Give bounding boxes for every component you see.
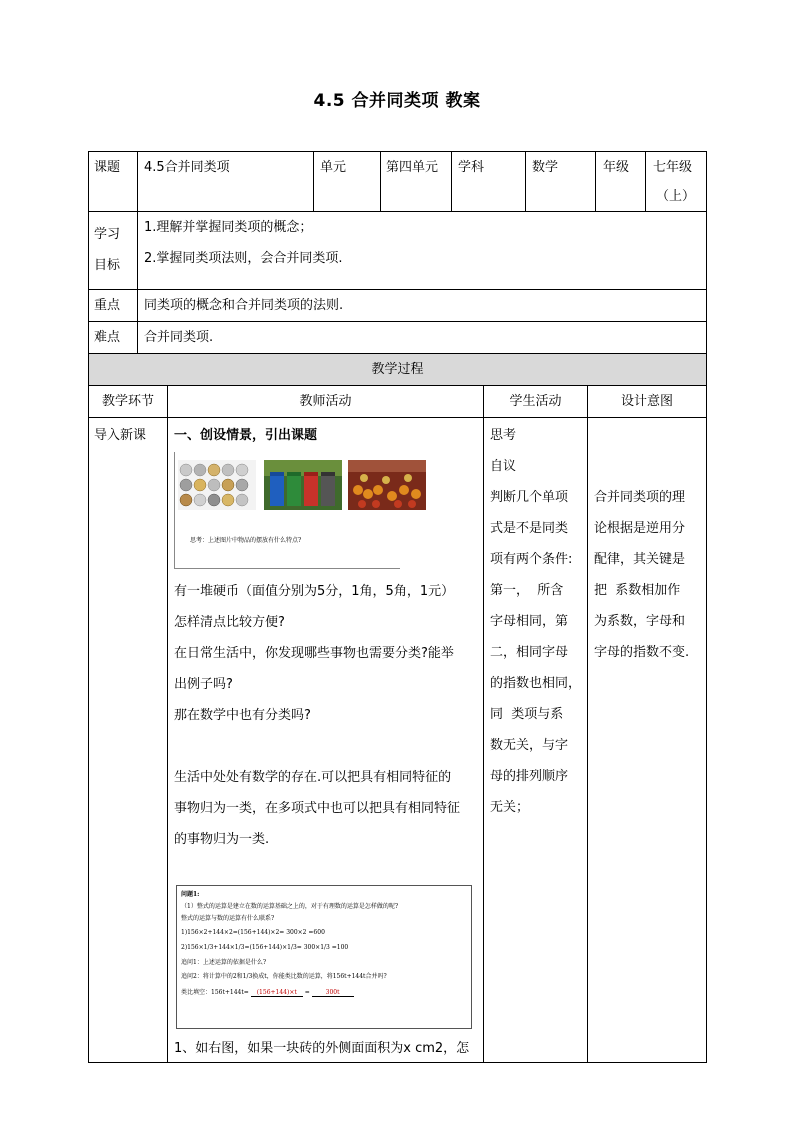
student-line: 第一， 所含 bbox=[490, 583, 564, 598]
image-caption: 思考：上述图片中物品的摆放有什么特点? bbox=[190, 537, 302, 544]
grade-label: 年级 bbox=[603, 160, 630, 175]
process-header: 教学过程 bbox=[371, 362, 424, 377]
topic-value: 4.5合并同类项 bbox=[144, 160, 230, 175]
problem-screenshot bbox=[176, 885, 472, 1029]
teacher-text-line: 生活中处处有数学的存在.可以把具有相同特征的 bbox=[174, 770, 452, 785]
column-student: 学生活动 bbox=[509, 394, 562, 409]
teacher-text-line: 有一堆硬币（面值分别为5分，1角，5角，1元） bbox=[174, 584, 455, 599]
subject-value: 数学 bbox=[532, 160, 559, 175]
student-line: 无关； bbox=[490, 800, 530, 815]
rule bbox=[525, 151, 526, 211]
fill-answer-a: (156+144)×t bbox=[251, 989, 303, 997]
design-intent bbox=[594, 482, 704, 668]
student-line: 同 类项与系 bbox=[490, 707, 564, 722]
key-point-text: 同类项的概念和合并同类项的法则. bbox=[144, 298, 344, 313]
goal-item: 1.理解并掌握同类项的概念； bbox=[144, 220, 313, 235]
difficulty-text: 合并同类项. bbox=[144, 330, 214, 345]
problem-ask2: 追问2：将计算中的2和1/3换成t，你能类比数的运算，将156t+144t合并吗? bbox=[181, 973, 387, 980]
intro-image-panel bbox=[174, 452, 474, 570]
design-line: 配律，其关键是 bbox=[594, 552, 686, 567]
design-line: 合并同类项的理 bbox=[594, 490, 686, 505]
teacher-text-line bbox=[174, 731, 480, 762]
student-line: 项有两个条件: bbox=[490, 552, 573, 567]
teacher-text-line: 怎样清点比较方便? bbox=[174, 615, 285, 630]
student-activity bbox=[490, 420, 585, 823]
student-line: 的指数也相同， bbox=[490, 676, 582, 691]
problem-fill bbox=[181, 987, 467, 999]
design-line: 为系数，字母和 bbox=[594, 614, 686, 629]
teacher-last-line: 1、如右图，如果一块砖的外侧面面积为x cm2，怎 bbox=[174, 1041, 470, 1056]
teacher-text-line: 事物归为一类，在多项式中也可以把具有相同特征 bbox=[174, 801, 461, 816]
student-line: 二，相同字母 bbox=[490, 645, 569, 660]
coins-image bbox=[178, 460, 256, 510]
problem-line1: 1)156×2+144×2=(156+144)×2= 300×2 =600 bbox=[181, 929, 325, 936]
goal-item: 2.掌握同类项法则，会合并同类项. bbox=[144, 251, 343, 266]
panel-left-border bbox=[174, 452, 175, 568]
grade-value-line1: 七年级 bbox=[653, 160, 693, 175]
rule bbox=[645, 151, 646, 211]
rule bbox=[483, 385, 484, 1063]
problem-q1: （1）整式的运算是建立在数的运算基础之上的，对于有理数的运算是怎样做的呢? bbox=[181, 903, 399, 910]
student-line: 自议 bbox=[490, 459, 517, 474]
topic-label: 课题 bbox=[94, 160, 121, 175]
student-line: 字母相同，第 bbox=[490, 614, 569, 629]
unit-label: 单元 bbox=[320, 160, 347, 175]
document-title: 4.5 合并同类项 教案 bbox=[313, 91, 481, 111]
grade-value-line2: （上） bbox=[656, 189, 696, 204]
rule bbox=[595, 151, 596, 211]
rule bbox=[137, 151, 138, 353]
teacher-text-line: 在日常生活中，你发现哪些事物也需要分类?能举 bbox=[174, 646, 454, 661]
student-line: 数无关，与字 bbox=[490, 738, 569, 753]
teacher-text-line: 那在数学中也有分类吗? bbox=[174, 708, 311, 723]
panel-bottom-border bbox=[174, 568, 400, 569]
goals-label-line2: 目标 bbox=[94, 258, 121, 273]
rule bbox=[88, 151, 89, 1063]
difficulty-label: 难点 bbox=[94, 330, 121, 345]
design-line: 字母的指数不变. bbox=[594, 645, 690, 660]
design-line: 论根据是逆用分 bbox=[594, 521, 686, 536]
rule bbox=[451, 151, 452, 211]
column-stage: 教学环节 bbox=[101, 394, 154, 409]
rule bbox=[380, 151, 381, 211]
rule bbox=[706, 151, 707, 1063]
rule bbox=[167, 385, 168, 1063]
goals-label-line1: 学习 bbox=[94, 227, 121, 242]
subject-label: 学科 bbox=[458, 160, 485, 175]
column-teacher: 教师活动 bbox=[299, 394, 352, 409]
problem-line2: 2)156×1/3+144×1/3=(156+144)×1/3= 300×1/3 =100 bbox=[181, 944, 349, 951]
student-line: 判断几个单项 bbox=[490, 490, 569, 505]
problem-ask1: 追问1：上述运算的依据是什么? bbox=[181, 959, 267, 966]
key-point-label: 重点 bbox=[94, 298, 121, 313]
section-title: 一、创设情景，引出课题 bbox=[174, 428, 318, 443]
teacher-text-line: 出例子吗? bbox=[174, 677, 233, 692]
unit-value: 第四单元 bbox=[386, 160, 439, 175]
teacher-paragraphs bbox=[174, 576, 480, 855]
fill-eq: = bbox=[304, 989, 310, 996]
student-line: 思考 bbox=[490, 428, 517, 443]
recycling-bins-image bbox=[264, 460, 342, 510]
fill-answer-b: 300t bbox=[312, 989, 354, 997]
produce-stall-image bbox=[348, 460, 426, 510]
teacher-text-line: 的事物归为一类. bbox=[174, 832, 270, 847]
rule bbox=[587, 385, 588, 1063]
rule bbox=[313, 151, 314, 211]
student-line: 母的排列顺序 bbox=[490, 769, 569, 784]
fill-prefix: 类比填空：156t+144t= bbox=[181, 989, 249, 996]
rule bbox=[88, 417, 707, 418]
column-design: 设计意图 bbox=[620, 394, 673, 409]
student-line: 式是不是同类 bbox=[490, 521, 569, 536]
stage-name: 导入新课 bbox=[94, 428, 147, 443]
problem-title: 问题1: bbox=[181, 891, 200, 898]
design-line: 把 系数相加作 bbox=[594, 583, 681, 598]
problem-q1b: 整式的运算与数的运算有什么联系? bbox=[181, 915, 275, 922]
